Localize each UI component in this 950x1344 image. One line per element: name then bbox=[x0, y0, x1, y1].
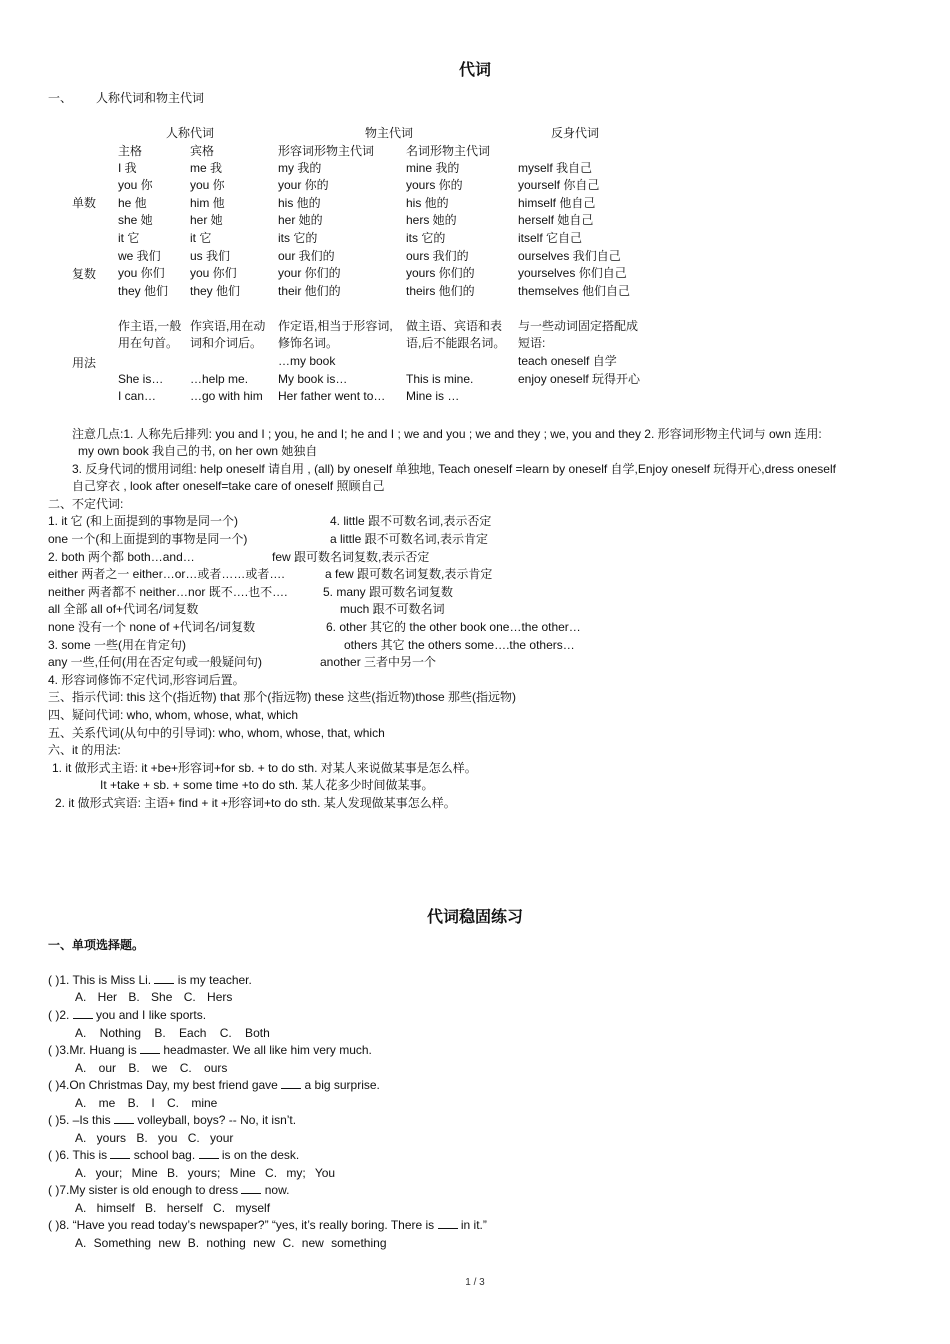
answer-options: A. me B. I C. mine bbox=[75, 1096, 218, 1110]
table-cell: she 她 bbox=[118, 213, 153, 227]
table-cell: her 她 bbox=[190, 213, 223, 227]
table-cell: ourselves 我们自己 bbox=[518, 249, 621, 263]
header-possessive: 物主代词 bbox=[365, 126, 414, 140]
usage-desc: 作宾语,用在动词和介词后。 bbox=[190, 319, 266, 350]
question: ( )7.My sister is old enough to dress now. bbox=[48, 1183, 290, 1197]
answer-blank[interactable] bbox=[241, 1182, 261, 1194]
answer-blank[interactable] bbox=[73, 1007, 93, 1019]
list-item: either 两者之一 either…or…或者……或者…. bbox=[48, 567, 285, 581]
usage-example: This is mine. bbox=[406, 372, 474, 386]
table-cell: you 你们 bbox=[190, 266, 237, 280]
answer-blank[interactable] bbox=[154, 972, 174, 984]
section6-heading: 六、it 的用法: bbox=[48, 743, 121, 757]
table-cell: their 他们的 bbox=[278, 284, 341, 298]
table-cell: it 它 bbox=[190, 231, 212, 245]
answer-options: A. yours B. you C. your bbox=[75, 1131, 234, 1145]
question: ( )5. –Is this volleyball, boys? -- No, it isn’t. bbox=[48, 1113, 297, 1127]
row-label-plural: 复数 bbox=[72, 267, 97, 281]
subheader-objective: 宾格 bbox=[190, 144, 215, 158]
table-cell: her 她的 bbox=[278, 213, 323, 227]
usage-example: I can… bbox=[118, 389, 157, 403]
table-cell: they 他们 bbox=[118, 284, 169, 298]
list-item: 5. many 跟可数名词复数 bbox=[323, 585, 454, 599]
table-cell: you 你们 bbox=[118, 266, 165, 280]
usage-example: …my book bbox=[278, 354, 336, 368]
answer-blank[interactable] bbox=[110, 1147, 130, 1159]
list-item: 3. some 一些(用在肯定句) bbox=[48, 638, 187, 652]
table-cell: himself 他自己 bbox=[518, 196, 596, 210]
table-cell: we 我们 bbox=[118, 249, 161, 263]
usage-example: Mine is … bbox=[406, 389, 460, 403]
table-cell: yourself 你自己 bbox=[518, 178, 600, 192]
table-cell: herself 她自己 bbox=[518, 213, 594, 227]
header-reflexive: 反身代词 bbox=[551, 126, 600, 140]
section4-interrogative: 四、疑问代词: who, whom, whose, what, which bbox=[48, 708, 299, 722]
question: ( )4.On Christmas Day, my best friend gave a big surprise. bbox=[48, 1078, 380, 1092]
table-cell: yourselves 你们自己 bbox=[518, 266, 627, 280]
header-personal: 人称代词 bbox=[166, 126, 215, 140]
table-cell: you 你 bbox=[118, 178, 153, 192]
usage-example: Her father went to… bbox=[278, 389, 386, 403]
page-title: 代词 bbox=[458, 62, 491, 79]
answer-options: A. himself B. herself C. myself bbox=[75, 1201, 271, 1215]
usage-desc: 作定语,相当于形容词,修饰名词。 bbox=[278, 319, 393, 350]
answer-blank[interactable] bbox=[281, 1077, 301, 1089]
list-item: 6. other 其它的 the other book one…the other… bbox=[326, 620, 581, 634]
question: ( )8. “Have you read today’s newspaper?” “yes, it’s really boring. There is in it.” bbox=[48, 1218, 487, 1232]
page-number: 1 / 3 bbox=[465, 1277, 485, 1288]
usage-example: …go with him bbox=[190, 389, 263, 403]
question: ( )3.Mr. Huang is headmaster. We all like him very much. bbox=[48, 1043, 372, 1057]
table-cell: mine 我的 bbox=[406, 161, 460, 175]
list-item: none 没有一个 none of +代词名/词复数 bbox=[48, 620, 256, 634]
question: ( )2. you and I like sports. bbox=[48, 1008, 207, 1022]
table-cell: yours 你们的 bbox=[406, 266, 475, 280]
table-cell: I 我 bbox=[118, 161, 137, 175]
notes-line: 注意几点:1. 人称先后排列: you and I ; you, he and I; he and I ; we and you ; we and they ; we, you and they 2. 形容词形物主代词与 own 连用: bbox=[72, 427, 822, 441]
table-cell: you 你 bbox=[190, 178, 225, 192]
usage-example: …help me. bbox=[190, 372, 249, 386]
row-label-usage: 用法 bbox=[72, 356, 97, 370]
usage-example: teach oneself 自学 bbox=[518, 354, 617, 368]
table-cell: its 它的 bbox=[406, 231, 446, 245]
table-cell: its 它的 bbox=[278, 231, 318, 245]
section6-line: It +take + sb. + some time +to do sth. 某人花多少时间做某事。 bbox=[100, 778, 434, 792]
question: ( )1. This is Miss Li. is my teacher. bbox=[48, 973, 252, 987]
section3-demonstrative: 三、指示代词: this 这个(指近物) that 那个(指远物) these 这些(指近物)those 那些(指远物) bbox=[48, 690, 517, 704]
list-item: a few 跟可数名词复数,表示肯定 bbox=[325, 567, 493, 581]
section5-relative: 五、关系代词(从句中的引导词): who, whom, whose, that, which bbox=[48, 726, 385, 740]
usage-example: enjoy oneself 玩得开心 bbox=[518, 372, 641, 386]
answer-blank[interactable] bbox=[438, 1217, 458, 1229]
answer-blank[interactable] bbox=[114, 1112, 134, 1124]
table-cell: his 他的 bbox=[278, 196, 321, 210]
table-cell: us 我们 bbox=[190, 249, 231, 263]
list-item: 4. little 跟不可数名词,表示否定 bbox=[330, 514, 492, 528]
exercise-heading: 一、单项选择题。 bbox=[48, 938, 145, 952]
section1-number: 一、 bbox=[48, 91, 73, 105]
section1-label: 人称代词和物主代词 bbox=[96, 91, 205, 105]
list-item: few 跟可数名词复数,表示否定 bbox=[272, 550, 430, 564]
table-cell: myself 我自己 bbox=[518, 161, 593, 175]
answer-options: A. our B. we C. ours bbox=[75, 1061, 228, 1075]
table-cell: it 它 bbox=[118, 231, 140, 245]
answer-options: A. Nothing B. Each C. Both bbox=[75, 1026, 270, 1040]
row-label-singular: 单数 bbox=[72, 196, 97, 210]
section2-heading: 二、不定代词: bbox=[48, 497, 124, 511]
table-cell: my 我的 bbox=[278, 161, 322, 175]
table-cell: yours 你的 bbox=[406, 178, 463, 192]
usage-desc: 与一些动词固定搭配成短语: bbox=[518, 319, 639, 350]
answer-options: A. your; Mine B. yours; Mine C. my; You bbox=[75, 1166, 336, 1180]
usage-example: My book is… bbox=[278, 372, 348, 386]
table-cell: itself 它自己 bbox=[518, 231, 583, 245]
indefinite-note: 4. 形容词修饰不定代词,形容词后置。 bbox=[48, 673, 245, 687]
subheader-noun-possessive: 名词形物主代词 bbox=[406, 144, 491, 158]
list-item: any 一些,任何(用在否定句或一般疑问句) bbox=[48, 655, 263, 669]
table-cell: our 我们的 bbox=[278, 249, 335, 263]
usage-desc: 做主语、宾语和表语,后不能跟名词。 bbox=[406, 319, 506, 350]
list-item: neither 两者都不 neither…nor 既不….也不…. bbox=[48, 585, 288, 599]
table-cell: your 你的 bbox=[278, 178, 329, 192]
list-item: one 一个(和上面提到的事物是同一个) bbox=[48, 532, 248, 546]
table-cell: they 他们 bbox=[190, 284, 241, 298]
answer-options: A. Something new B. nothing new C. new something bbox=[75, 1236, 387, 1250]
table-cell: me 我 bbox=[190, 161, 223, 175]
exercise-title: 代词稳固练习 bbox=[426, 909, 523, 926]
list-item: 2. both 两个都 both…and… bbox=[48, 550, 195, 564]
list-item: others 其它 the others some….the others… bbox=[344, 638, 575, 652]
usage-example: She is… bbox=[118, 372, 164, 386]
table-cell: ours 我们的 bbox=[406, 249, 469, 263]
list-item: 1. it 它 (和上面提到的事物是同一个) bbox=[48, 514, 239, 528]
list-item: much 跟不可数名词 bbox=[340, 602, 445, 616]
notes-line: my own book 我自己的书, on her own 她独自 bbox=[78, 444, 318, 458]
section6-line: 2. it 做形式宾语: 主语+ find + it +形容词+to do sth. 某人发现做某事怎么样。 bbox=[55, 796, 456, 810]
notes-line: 3. 反身代词的惯用词组: help oneself 请自用 , (all) by oneself 单独地, Teach oneself =learn by oneself 自学,Enjoy oneself 玩得开心,dress oneself bbox=[72, 462, 836, 476]
table-cell: themselves 他们自己 bbox=[518, 284, 631, 298]
table-cell: your 你们的 bbox=[278, 266, 341, 280]
notes-line: 自己穿衣 , look after oneself=take care of oneself 照顾自己 bbox=[72, 479, 385, 493]
table-cell: he 他 bbox=[118, 196, 147, 210]
answer-options: A. Her B. She C. Hers bbox=[75, 990, 233, 1004]
section6-line: 1. it 做形式主语: it +be+形容词+for sb. + to do sth. 对某人来说做某事是怎么样。 bbox=[52, 761, 477, 775]
list-item: all 全部 all of+代词名/词复数 bbox=[48, 602, 199, 616]
question: ( )6. This is school bag. is on the desk. bbox=[48, 1148, 300, 1162]
list-item: a little 跟不可数名词,表示肯定 bbox=[330, 532, 489, 546]
subheader-nominative: 主格 bbox=[118, 144, 143, 158]
subheader-adjective-possessive: 形容词形物主代词 bbox=[278, 144, 375, 158]
usage-desc: 作主语,一般用在句首。 bbox=[118, 319, 182, 350]
list-item: another 三者中另一个 bbox=[320, 655, 437, 669]
table-cell: his 他的 bbox=[406, 196, 449, 210]
answer-blank[interactable] bbox=[140, 1042, 160, 1054]
table-cell: theirs 他们的 bbox=[406, 284, 475, 298]
answer-blank[interactable] bbox=[199, 1147, 219, 1159]
table-cell: hers 她的 bbox=[406, 213, 457, 227]
table-cell: him 他 bbox=[190, 196, 225, 210]
